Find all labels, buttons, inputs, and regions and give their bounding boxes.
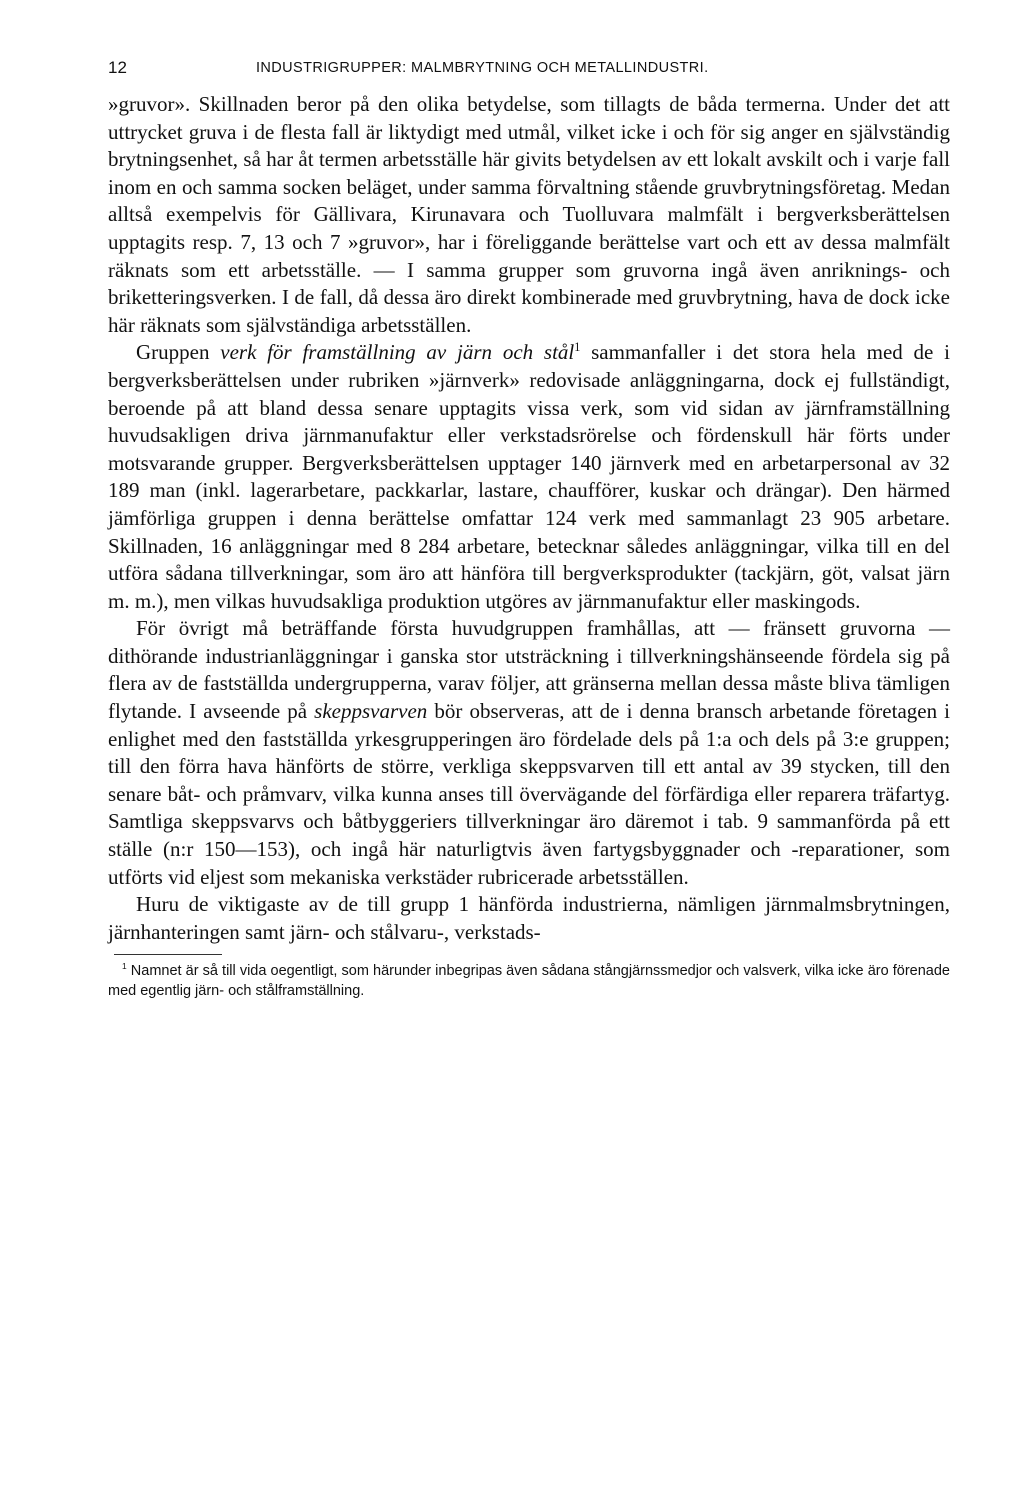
footnote-marker: 1 (574, 340, 581, 355)
page-header (108, 58, 950, 88)
paragraph (108, 339, 950, 615)
footnotes (108, 961, 950, 1001)
page-number: 12 (108, 58, 127, 77)
italic-phrase: skeppsvarven (314, 699, 428, 724)
text-run: För övrigt må beträffande första huvudgruppen framhållas, att — fränsett gruvorna — dithörande industrianläggningar i ganska stor utsträckning i tillverkningshänseende fördela sig på flera av de fastställda undergrupperna, varav följer, att gränserna mellan dessa måste bliva tämligen flytande. I avseende på (108, 616, 950, 724)
text-run: bör observeras, att de i denna bransch arbetande företagen i enlighet med den fastställda yrkesgrupperingen äro fördelade dels på 1:a och dels på 3:e gruppen; till den förra hava hänförts de större, verkliga skeppsvarven till ett antal av 39 stycken, till den senare båt- och pråmvarv, vilka kunna anses till övervägande del förfärdiga eller reparera träfartyg. Samtliga skeppsvarvs och båtbyggeriers tillverkningar äro däremot i tab. 9 sammanförda på ett ställe (n:r 150—153), och ingå här naturligtvis även fartygsbyggnader och -reparationer, som utförts vid eljest som mekaniska verkstäder rubricerade arbetsställen. (108, 699, 951, 889)
italic-phrase: verk för framställning av järn och stål (220, 340, 575, 365)
footnote-divider (114, 954, 222, 955)
text-run: sammanfaller i det stora hela med de i bergverksberättelsen under rubriken »järnverk» redovisade anläggningarna, dock ej fullständigt, beroende på att bland dessa senare upptagits vissa verk, som vid sidan av järnframställning huvudsakligen driva järnmanufaktur eller verkstadsrörelse och fördenskull här förts under motsvarande grupper. Bergverksberättelsen upptager 140 järnverk med en arbetarpersonal av 32 189 man (inkl. lagerarbetare, packkarlar, lastare, chaufförer, kuskar och drängar). Den härmed jämförliga gruppen i denna berättelse omfattar 124 verk med sammanlagt 23 905 arbetare. Skillnaden, 16 anläggningar med 8 284 arbetare, betecknar således anläggningar, vilka till en del utföra sådana tillverkningar, som äro att hänföra till bergverksprodukter (tackjärn, göt, valsat järn m. m.), men vilkas huvudsakliga produktion utgöres av järnmanufaktur eller maskingods. (108, 340, 950, 613)
footnote (108, 961, 950, 1001)
footnote-marker: 1 (122, 961, 127, 972)
paragraph (108, 615, 950, 891)
document-page (108, 58, 950, 1001)
text-run: »gruvor». Skillnaden beror på den olika betydelse, som tillagts de båda termerna. Under det att uttrycket gruva i de flesta fall är liktydigt med utmål, vilket icke i och för sig anger en självständig brytningsenhet, så har åt termen arbetsställe här givits betydelsen av ett lokalt avskilt och i varje fall inom en och samma socken beläget, under samma förvaltning stående gruvbrytningsföretag. Medan alltså exempelvis för Gällivara, Kirunavara och Tuolluvara malmfält i bergverksberättelsen upptagits resp. 7, 13 och 7 »gruvor», har i föreliggande berättelse vart och ett av dessa malmfält räknats som ett arbetsställe. — I samma grupper som gruvorna ingå även anriknings- och briketteringsverken. I de fall, då dessa äro direkt kombinerade med gruvbrytning, hava de dock icke här räknats som självständiga arbetsställen. (108, 92, 950, 337)
text-run: Gruppen (136, 340, 221, 365)
running-title: INDUSTRIGRUPPER: MALMBRYTNING OCH METALLINDUSTRI. (256, 60, 709, 76)
paragraph (108, 891, 950, 946)
text-run: Namnet är så till vida oegentligt, som härunder inbegripas även sådana stångjärnssmedjor och valsverk, vilka icke äro förenade med egentlig järn- och stålframställning. (108, 963, 950, 1000)
body-text (108, 91, 950, 946)
text-run: Huru de viktigaste av de till grupp 1 hänförda industrierna, nämligen järnmalmsbrytningen, järnhanteringen samt järn- och stålvaru-, verkstads- (108, 892, 950, 944)
paragraph (108, 91, 950, 339)
